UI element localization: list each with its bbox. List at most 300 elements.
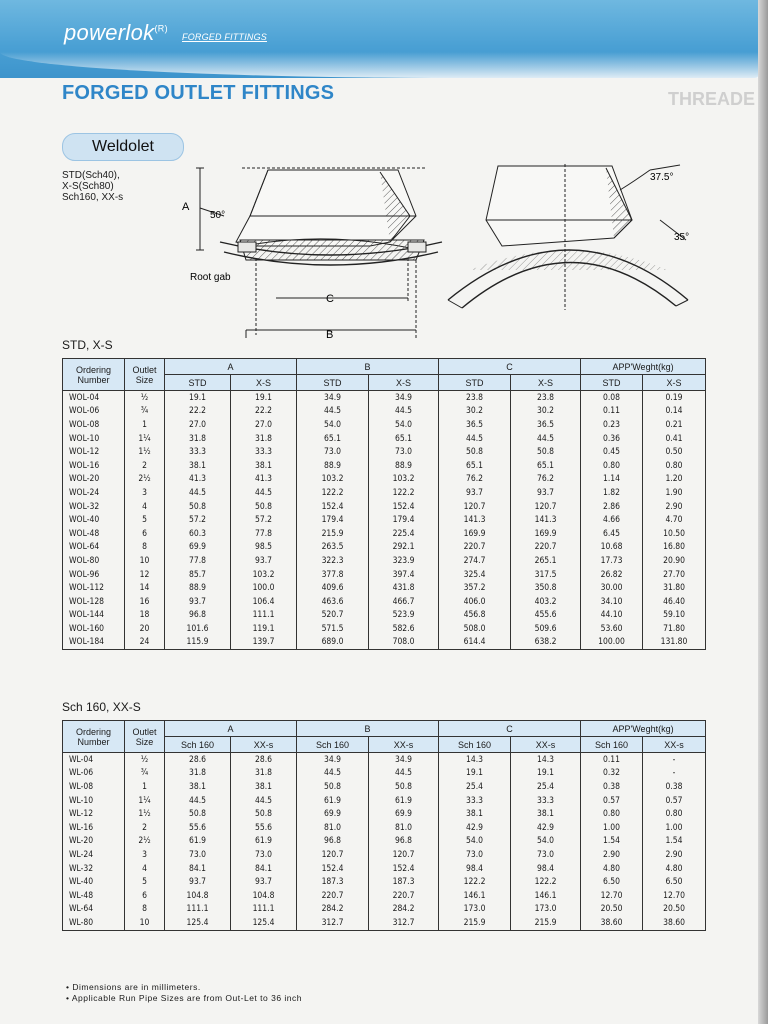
header-group-b: B xyxy=(297,721,439,737)
value-cell: 119.1 xyxy=(231,622,297,636)
subheader: Sch 160 xyxy=(581,737,643,753)
value-cell: 0.57 xyxy=(643,794,706,808)
value-cell: 65.1 xyxy=(439,459,511,473)
outlet-size-cell: 5 xyxy=(125,875,165,889)
bevel-angle-top: 37.5° xyxy=(650,172,674,183)
value-cell: 122.2 xyxy=(511,875,581,889)
ordering-number-cell: WOL-32 xyxy=(63,500,125,514)
value-cell: 44.5 xyxy=(165,486,231,500)
value-cell: 71.80 xyxy=(643,622,706,636)
outlet-size-cell: 1 xyxy=(125,780,165,794)
value-cell: 0.32 xyxy=(581,767,643,781)
table-row xyxy=(63,459,706,473)
value-cell: 44.5 xyxy=(231,486,297,500)
value-cell: 54.0 xyxy=(511,835,581,849)
value-cell: 0.50 xyxy=(643,445,706,459)
value-cell: 169.9 xyxy=(511,527,581,541)
value-cell: 409.6 xyxy=(297,581,369,595)
outlet-size-cell: 6 xyxy=(125,527,165,541)
value-cell: 54.0 xyxy=(439,835,511,849)
value-cell: 76.2 xyxy=(511,473,581,487)
value-cell: 10.68 xyxy=(581,541,643,555)
value-cell: 65.1 xyxy=(297,432,369,446)
table-row xyxy=(63,780,706,794)
table1-caption: STD, X-S xyxy=(62,338,113,352)
value-cell: 187.3 xyxy=(297,875,369,889)
value-cell: 16.80 xyxy=(643,541,706,555)
value-cell: 38.60 xyxy=(643,916,706,930)
value-cell: 44.5 xyxy=(369,767,439,781)
value-cell: 431.8 xyxy=(369,581,439,595)
value-cell: 23.8 xyxy=(511,391,581,405)
value-cell: 36.5 xyxy=(439,418,511,432)
value-cell: 708.0 xyxy=(369,636,439,650)
value-cell: 4.80 xyxy=(581,862,643,876)
value-cell: 36.5 xyxy=(511,418,581,432)
outlet-size-cell: 1½ xyxy=(125,445,165,459)
value-cell: 96.8 xyxy=(165,609,231,623)
ordering-number-cell: WOL-16 xyxy=(63,459,125,473)
header-group-a: A xyxy=(165,721,297,737)
outlet-size-cell: 2 xyxy=(125,459,165,473)
value-cell: 1.54 xyxy=(581,835,643,849)
outlet-size-cell: 4 xyxy=(125,862,165,876)
value-cell: 34.10 xyxy=(581,595,643,609)
ordering-number-cell: WL-08 xyxy=(63,780,125,794)
value-cell: 73.0 xyxy=(369,445,439,459)
outlet-size-cell: 2½ xyxy=(125,473,165,487)
value-cell: 55.6 xyxy=(231,821,297,835)
value-cell: 1.20 xyxy=(643,473,706,487)
value-cell: 42.9 xyxy=(439,821,511,835)
value-cell: - xyxy=(643,767,706,781)
table-row xyxy=(63,568,706,582)
value-cell: 42.9 xyxy=(511,821,581,835)
value-cell: 88.9 xyxy=(165,581,231,595)
value-cell: 69.9 xyxy=(165,541,231,555)
value-cell: 34.9 xyxy=(369,391,439,405)
value-cell: 6.50 xyxy=(643,875,706,889)
value-cell: 146.1 xyxy=(511,889,581,903)
value-cell: 88.9 xyxy=(369,459,439,473)
value-cell: 111.1 xyxy=(231,609,297,623)
value-cell: 104.8 xyxy=(165,889,231,903)
subheader: Sch 160 xyxy=(165,737,231,753)
value-cell: 1.00 xyxy=(581,821,643,835)
value-cell: 31.8 xyxy=(165,767,231,781)
subheader: Sch 160 xyxy=(297,737,369,753)
value-cell: 0.14 xyxy=(643,405,706,419)
value-cell: 44.5 xyxy=(231,794,297,808)
value-cell: 284.2 xyxy=(297,903,369,917)
header-outlet-size: Outlet Size xyxy=(125,359,165,391)
value-cell: - xyxy=(643,753,706,767)
value-cell: 101.6 xyxy=(165,622,231,636)
outlet-size-cell: ¾ xyxy=(125,405,165,419)
table-row xyxy=(63,486,706,500)
ordering-number-cell: WOL-12 xyxy=(63,445,125,459)
table-row xyxy=(63,622,706,636)
page-edge xyxy=(758,0,768,1024)
outlet-size-cell: 6 xyxy=(125,889,165,903)
table-row xyxy=(63,581,706,595)
ordering-number-cell: WL-20 xyxy=(63,835,125,849)
header-ordering-number: Ordering Number xyxy=(63,359,125,391)
value-cell: 93.7 xyxy=(231,875,297,889)
table-row xyxy=(63,500,706,514)
table-row xyxy=(63,821,706,835)
value-cell: 17.73 xyxy=(581,554,643,568)
value-cell: 73.0 xyxy=(439,848,511,862)
dimension-a-label: A xyxy=(182,201,190,213)
table2-caption: Sch 160, XX-S xyxy=(62,700,141,714)
header-outlet-size: Outlet Size xyxy=(125,721,165,753)
subheader: X-S xyxy=(369,375,439,391)
value-cell: 31.8 xyxy=(231,432,297,446)
value-cell: 14.3 xyxy=(439,753,511,767)
value-cell: 34.9 xyxy=(369,753,439,767)
table-row xyxy=(63,418,706,432)
value-cell: 455.6 xyxy=(511,609,581,623)
angle-label: 50° xyxy=(210,210,226,221)
value-cell: 220.7 xyxy=(511,541,581,555)
value-cell: 88.9 xyxy=(297,459,369,473)
value-cell: 115.9 xyxy=(165,636,231,650)
table-row xyxy=(63,554,706,568)
value-cell: 12.70 xyxy=(643,889,706,903)
value-cell: 0.80 xyxy=(643,459,706,473)
value-cell: 274.7 xyxy=(439,554,511,568)
value-cell: 77.8 xyxy=(231,527,297,541)
table-row xyxy=(63,807,706,821)
outlet-size-cell: 2½ xyxy=(125,835,165,849)
value-cell: 220.7 xyxy=(439,541,511,555)
ordering-number-cell: WL-16 xyxy=(63,821,125,835)
ordering-number-cell: WL-04 xyxy=(63,753,125,767)
table-row xyxy=(63,473,706,487)
value-cell: 84.1 xyxy=(231,862,297,876)
value-cell: 54.0 xyxy=(297,418,369,432)
weldolet-side-view xyxy=(448,164,688,310)
value-cell: 6.50 xyxy=(581,875,643,889)
value-cell: 57.2 xyxy=(165,513,231,527)
header-group-weight: APP'Weght(kg) xyxy=(581,359,706,375)
value-cell: 38.1 xyxy=(231,459,297,473)
value-cell: 131.80 xyxy=(643,636,706,650)
header-group-c: C xyxy=(439,359,581,375)
brand-logo xyxy=(64,20,168,46)
value-cell: 34.9 xyxy=(297,391,369,405)
value-cell: 30.2 xyxy=(511,405,581,419)
ordering-number-cell: WOL-10 xyxy=(63,432,125,446)
table-row xyxy=(63,767,706,781)
outlet-size-cell: 8 xyxy=(125,903,165,917)
value-cell: 33.3 xyxy=(165,445,231,459)
registered-mark: (R) xyxy=(154,23,168,34)
value-cell: 169.9 xyxy=(439,527,511,541)
value-cell: 323.9 xyxy=(369,554,439,568)
value-cell: 0.11 xyxy=(581,753,643,767)
ordering-number-cell: WOL-20 xyxy=(63,473,125,487)
header-ordering-number: Ordering Number xyxy=(63,721,125,753)
value-cell: 4.80 xyxy=(643,862,706,876)
table-row xyxy=(63,862,706,876)
value-cell: 122.2 xyxy=(369,486,439,500)
value-cell: 357.2 xyxy=(439,581,511,595)
value-cell: 60.3 xyxy=(165,527,231,541)
outlet-size-cell: 1 xyxy=(125,418,165,432)
table-row xyxy=(63,903,706,917)
value-cell: 689.0 xyxy=(297,636,369,650)
value-cell: 25.4 xyxy=(439,780,511,794)
header-group-a: A xyxy=(165,359,297,375)
value-cell: 292.1 xyxy=(369,541,439,555)
header-group-weight: APP'Weght(kg) xyxy=(581,721,706,737)
table-row xyxy=(63,636,706,650)
value-cell: 44.5 xyxy=(369,405,439,419)
brand-subtitle: FORGED FITTINGS xyxy=(182,32,267,42)
value-cell: 0.19 xyxy=(643,391,706,405)
dimension-b-label: B xyxy=(326,329,334,338)
bleed-through-text: THREADE xyxy=(668,89,756,109)
value-cell: 2.90 xyxy=(643,848,706,862)
value-cell: 103.2 xyxy=(231,568,297,582)
value-cell: 0.80 xyxy=(581,807,643,821)
outlet-size-cell: 3 xyxy=(125,848,165,862)
value-cell: 122.2 xyxy=(297,486,369,500)
value-cell: 34.9 xyxy=(297,753,369,767)
value-cell: 30.00 xyxy=(581,581,643,595)
ordering-number-cell: WOL-160 xyxy=(63,622,125,636)
table-row xyxy=(63,889,706,903)
value-cell: 187.3 xyxy=(369,875,439,889)
value-cell: 98.5 xyxy=(231,541,297,555)
value-cell: 179.4 xyxy=(369,513,439,527)
value-cell: 50.8 xyxy=(511,445,581,459)
value-cell: 76.2 xyxy=(439,473,511,487)
value-cell: 179.4 xyxy=(297,513,369,527)
value-cell: 46.40 xyxy=(643,595,706,609)
value-cell: 33.3 xyxy=(439,794,511,808)
value-cell: 20.90 xyxy=(643,554,706,568)
value-cell: 93.7 xyxy=(165,595,231,609)
value-cell: 263.5 xyxy=(297,541,369,555)
outlet-size-cell: 1¼ xyxy=(125,794,165,808)
subheader: X-S xyxy=(511,375,581,391)
value-cell: 122.2 xyxy=(439,875,511,889)
value-cell: 69.9 xyxy=(369,807,439,821)
value-cell: 50.8 xyxy=(165,807,231,821)
value-cell: 104.8 xyxy=(231,889,297,903)
ordering-number-cell: WL-40 xyxy=(63,875,125,889)
value-cell: 55.6 xyxy=(165,821,231,835)
footnotes xyxy=(66,982,302,1004)
value-cell: 1.82 xyxy=(581,486,643,500)
value-cell: 139.7 xyxy=(231,636,297,650)
table-row xyxy=(63,609,706,623)
outlet-size-cell: 1¼ xyxy=(125,432,165,446)
ordering-number-cell: WL-24 xyxy=(63,848,125,862)
subheader: XX-s xyxy=(231,737,297,753)
ordering-number-cell: WOL-24 xyxy=(63,486,125,500)
value-cell: 31.8 xyxy=(165,432,231,446)
outlet-size-cell: 4 xyxy=(125,500,165,514)
value-cell: 93.7 xyxy=(439,486,511,500)
outlet-size-cell: 20 xyxy=(125,622,165,636)
value-cell: 520.7 xyxy=(297,609,369,623)
subheader: X-S xyxy=(231,375,297,391)
value-cell: 0.38 xyxy=(643,780,706,794)
value-cell: 38.1 xyxy=(165,780,231,794)
value-cell: 4.70 xyxy=(643,513,706,527)
table-row xyxy=(63,445,706,459)
value-cell: 50.8 xyxy=(231,807,297,821)
value-cell: 20.50 xyxy=(581,903,643,917)
outlet-size-cell: 2 xyxy=(125,821,165,835)
value-cell: 350.8 xyxy=(511,581,581,595)
ordering-number-cell: WL-12 xyxy=(63,807,125,821)
value-cell: 50.8 xyxy=(369,780,439,794)
table-row xyxy=(63,753,706,767)
schedule-label: Sch160, XX-s xyxy=(62,192,124,203)
ordering-number-cell: WOL-48 xyxy=(63,527,125,541)
table2-body xyxy=(63,753,706,931)
value-cell: 59.10 xyxy=(643,609,706,623)
value-cell: 96.8 xyxy=(297,835,369,849)
value-cell: 84.1 xyxy=(165,862,231,876)
value-cell: 377.8 xyxy=(297,568,369,582)
root-gap-label: Root gab xyxy=(190,272,231,283)
value-cell: 41.3 xyxy=(231,473,297,487)
outlet-size-cell: 10 xyxy=(125,916,165,930)
value-cell: 61.9 xyxy=(297,794,369,808)
value-cell: 106.4 xyxy=(231,595,297,609)
value-cell: 93.7 xyxy=(511,486,581,500)
value-cell: 33.3 xyxy=(511,794,581,808)
ordering-number-cell: WOL-128 xyxy=(63,595,125,609)
value-cell: 152.4 xyxy=(369,862,439,876)
value-cell: 403.2 xyxy=(511,595,581,609)
value-cell: 0.38 xyxy=(581,780,643,794)
value-cell: 220.7 xyxy=(297,889,369,903)
schedule-label: X-S(Sch80) xyxy=(62,181,114,192)
value-cell: 508.0 xyxy=(439,622,511,636)
value-cell: 19.1 xyxy=(439,767,511,781)
outlet-size-cell: ½ xyxy=(125,753,165,767)
value-cell: 2.90 xyxy=(581,848,643,862)
value-cell: 0.41 xyxy=(643,432,706,446)
value-cell: 54.0 xyxy=(369,418,439,432)
value-cell: 100.00 xyxy=(581,636,643,650)
table1-body xyxy=(63,391,706,650)
value-cell: 19.1 xyxy=(165,391,231,405)
value-cell: 93.7 xyxy=(165,875,231,889)
header-group-c: C xyxy=(439,721,581,737)
ordering-number-cell: WOL-06 xyxy=(63,405,125,419)
value-cell: 98.4 xyxy=(511,862,581,876)
value-cell: 73.0 xyxy=(511,848,581,862)
table-row xyxy=(63,391,706,405)
value-cell: 41.3 xyxy=(165,473,231,487)
value-cell: 98.4 xyxy=(439,862,511,876)
subheader: XX-s xyxy=(369,737,439,753)
value-cell: 6.45 xyxy=(581,527,643,541)
value-cell: 173.0 xyxy=(511,903,581,917)
value-cell: 0.80 xyxy=(581,459,643,473)
footnote: • Dimensions are in millimeters. xyxy=(66,982,201,992)
value-cell: 2.90 xyxy=(643,500,706,514)
ordering-number-cell: WL-32 xyxy=(63,862,125,876)
ordering-number-cell: WOL-184 xyxy=(63,636,125,650)
ordering-number-cell: WL-10 xyxy=(63,794,125,808)
value-cell: 93.7 xyxy=(231,554,297,568)
outlet-size-cell: 24 xyxy=(125,636,165,650)
outlet-size-cell: 1½ xyxy=(125,807,165,821)
outlet-size-cell: ½ xyxy=(125,391,165,405)
value-cell: 27.0 xyxy=(231,418,297,432)
brand-name: powerlok xyxy=(64,20,155,45)
value-cell: 220.7 xyxy=(369,889,439,903)
value-cell: 397.4 xyxy=(369,568,439,582)
outlet-size-cell: ¾ xyxy=(125,767,165,781)
value-cell: 1.90 xyxy=(643,486,706,500)
value-cell: 103.2 xyxy=(369,473,439,487)
value-cell: 44.5 xyxy=(511,432,581,446)
value-cell: 81.0 xyxy=(369,821,439,835)
value-cell: 0.57 xyxy=(581,794,643,808)
value-cell: 44.5 xyxy=(165,794,231,808)
weldolet-diagram xyxy=(180,160,700,338)
value-cell: 44.5 xyxy=(297,405,369,419)
value-cell: 225.4 xyxy=(369,527,439,541)
ordering-number-cell: WOL-144 xyxy=(63,609,125,623)
value-cell: 20.50 xyxy=(643,903,706,917)
value-cell: 28.6 xyxy=(231,753,297,767)
value-cell: 152.4 xyxy=(369,500,439,514)
value-cell: 73.0 xyxy=(165,848,231,862)
outlet-size-cell: 12 xyxy=(125,568,165,582)
footnote: • Applicable Run Pipe Sizes are from Out-Let to 36 inch xyxy=(66,993,303,1003)
value-cell: 0.11 xyxy=(581,405,643,419)
value-cell: 120.7 xyxy=(439,500,511,514)
value-cell: 284.2 xyxy=(369,903,439,917)
table-row xyxy=(63,848,706,862)
value-cell: 312.7 xyxy=(297,916,369,930)
value-cell: 120.7 xyxy=(369,848,439,862)
value-cell: 0.45 xyxy=(581,445,643,459)
value-cell: 38.1 xyxy=(231,780,297,794)
value-cell: 19.1 xyxy=(511,767,581,781)
value-cell: 27.70 xyxy=(643,568,706,582)
value-cell: 25.4 xyxy=(511,780,581,794)
value-cell: 523.9 xyxy=(369,609,439,623)
ordering-number-cell: WL-80 xyxy=(63,916,125,930)
outlet-size-cell: 16 xyxy=(125,595,165,609)
table-row xyxy=(63,835,706,849)
subheader: Sch 160 xyxy=(439,737,511,753)
value-cell: 31.80 xyxy=(643,581,706,595)
value-cell: 152.4 xyxy=(297,862,369,876)
value-cell: 81.0 xyxy=(297,821,369,835)
subheader: XX-s xyxy=(643,737,706,753)
value-cell: 50.8 xyxy=(297,780,369,794)
value-cell: 111.1 xyxy=(231,903,297,917)
value-cell: 0.36 xyxy=(581,432,643,446)
ordering-number-cell: WOL-64 xyxy=(63,541,125,555)
table-row xyxy=(63,432,706,446)
value-cell: 1.54 xyxy=(643,835,706,849)
value-cell: 10.50 xyxy=(643,527,706,541)
